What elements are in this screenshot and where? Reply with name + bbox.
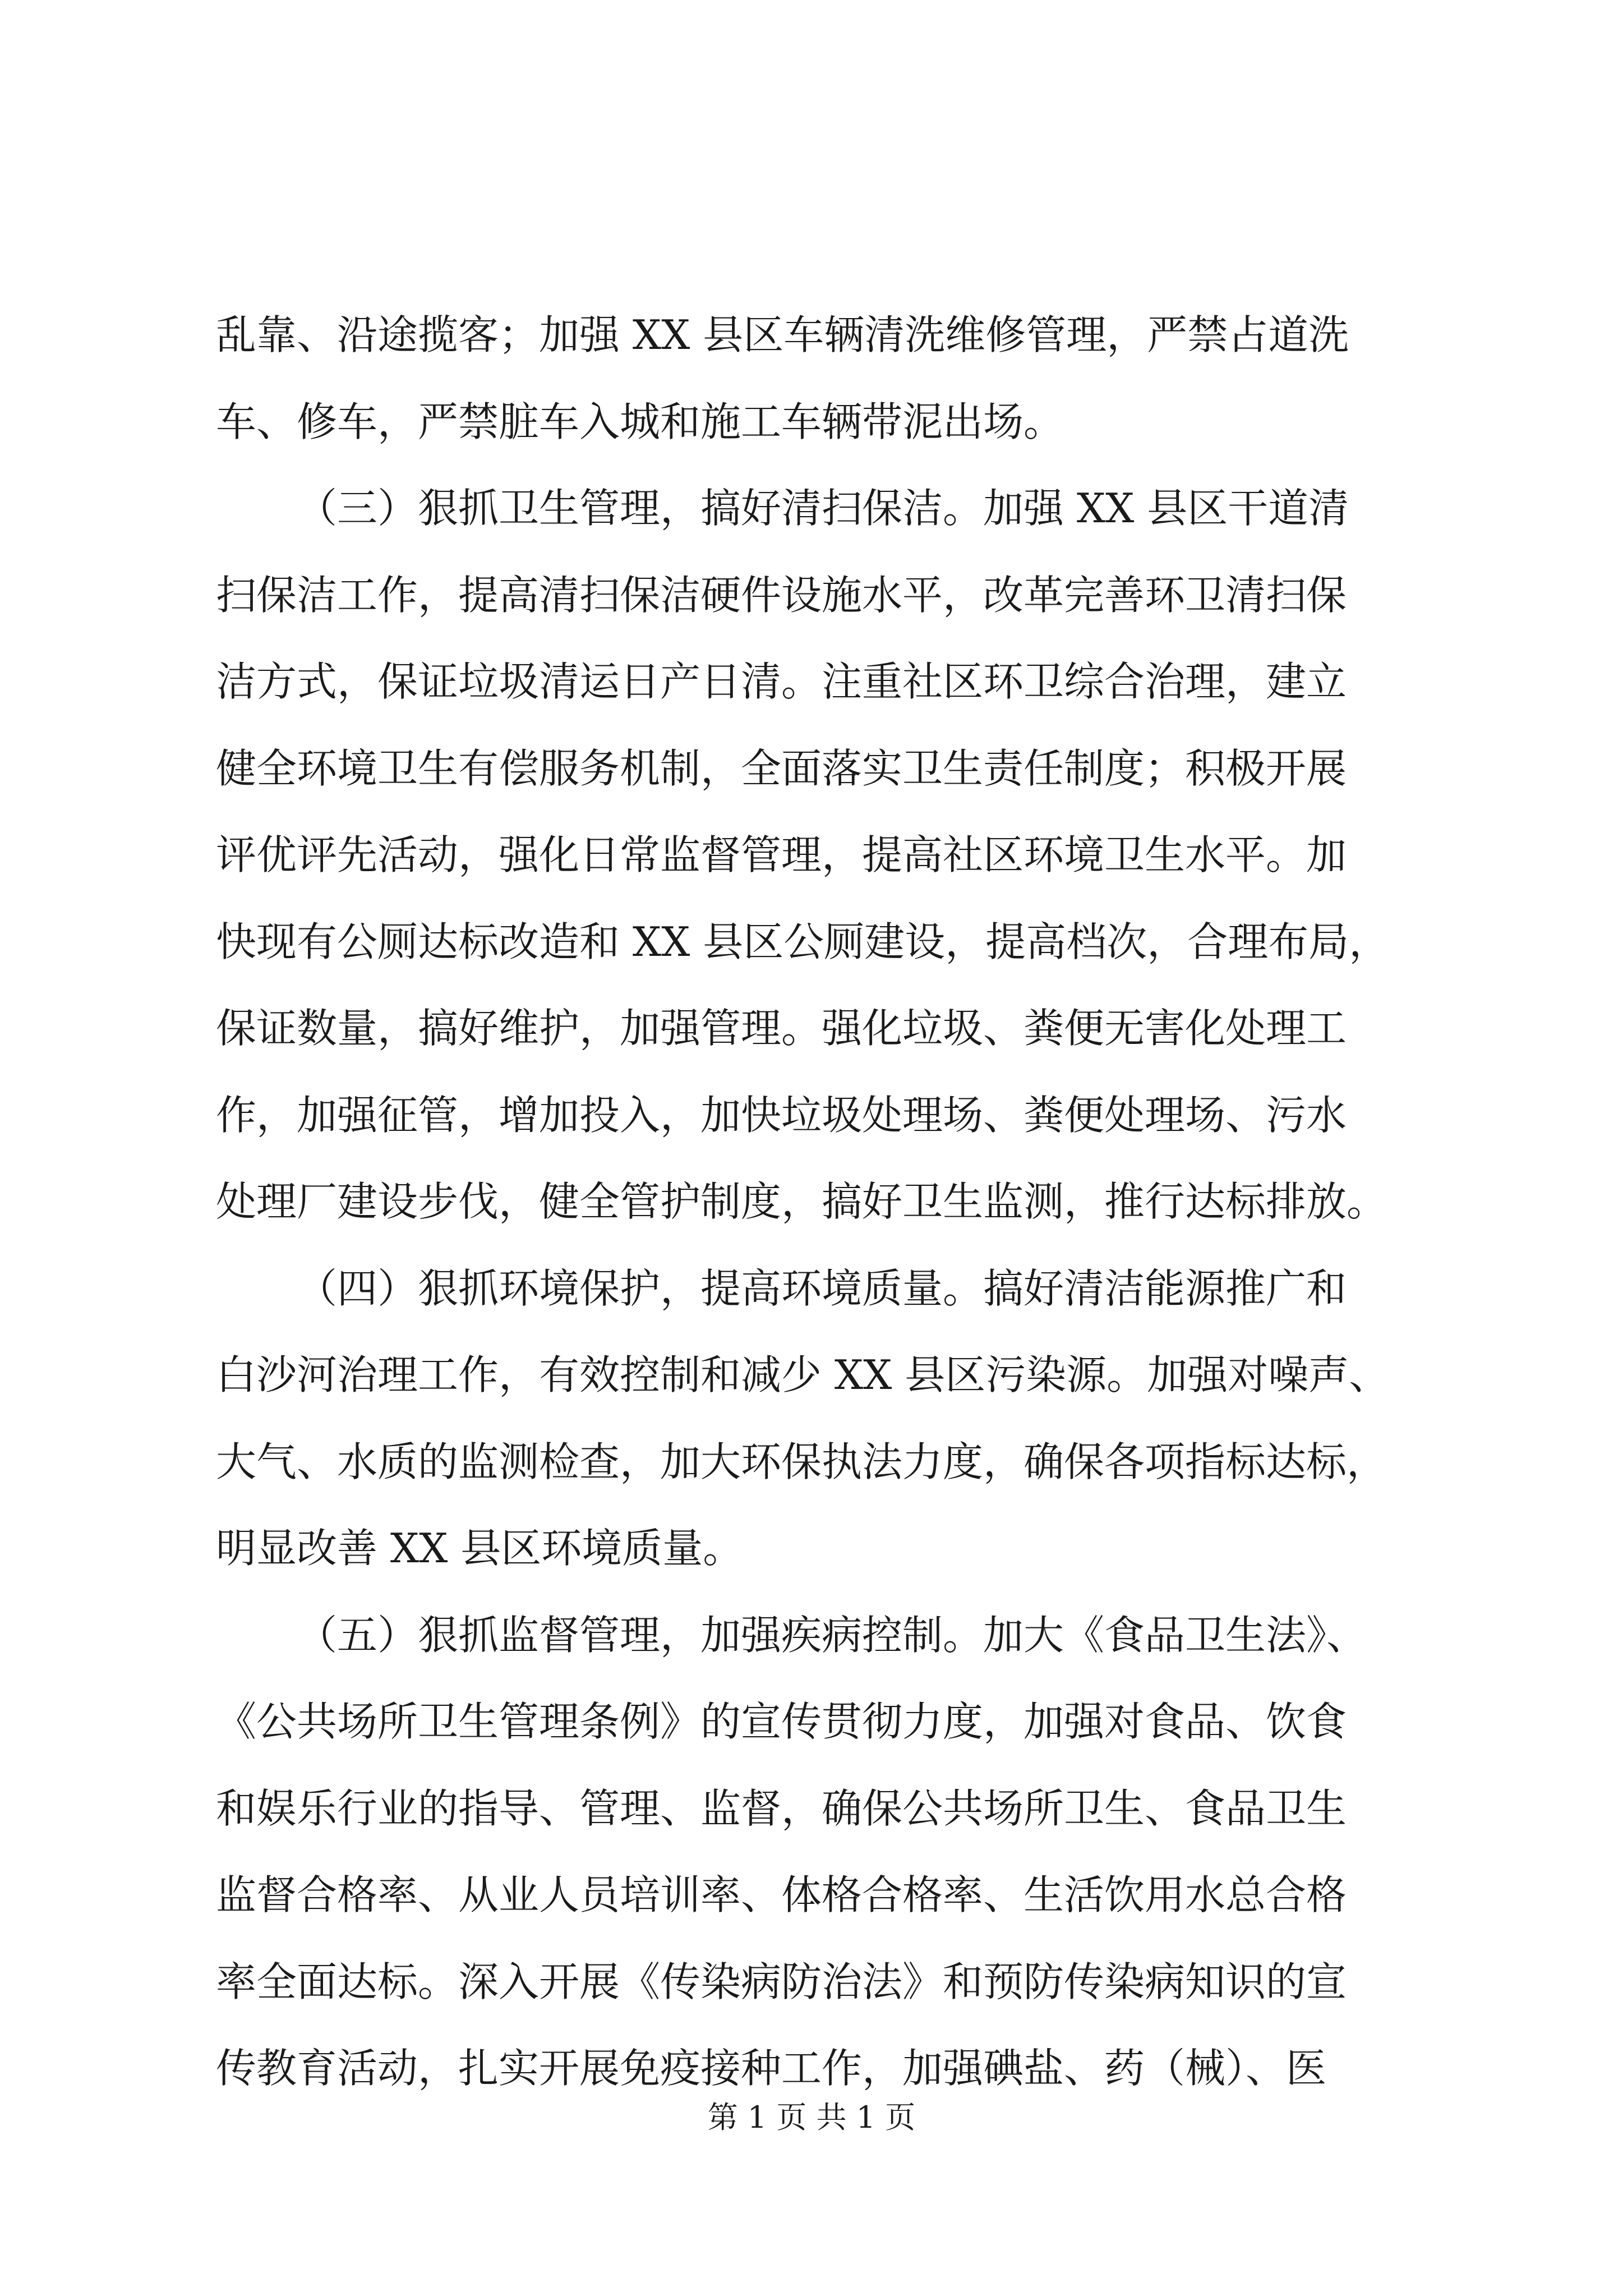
text-line: 传教育活动，扎实开展免疫接种工作，加强碘盐、药（械）、医: [216, 2045, 1327, 2092]
text-line: 和娱乐行业的指导、管理、监督，确保公共场所卫生、食品卫生: [216, 1784, 1347, 1832]
paragraph-start-line: （三）狠抓卫生管理，搞好清扫保洁。加强 XX 县区干道清: [297, 485, 1349, 532]
text-line: 快现有公厕达标改造和 XX 县区公厕建设，提高档次，合理布局，: [216, 918, 1390, 965]
page-number-label: 第 1 页 共 1 页: [707, 2100, 916, 2135]
text-line: 率全面达标。深入开展《传染病防治法》和预防传染病知识的宣: [216, 1958, 1347, 2005]
page-footer: [0, 2098, 1623, 2137]
text-line: 保证数量，搞好维护，加强管理。强化垃圾、粪便无害化处理工: [216, 1005, 1347, 1052]
text-line: 扫保洁工作，提高清扫保洁硬件设施水平，改革完善环卫清扫保: [216, 571, 1347, 619]
text-line: 处理厂建设步伐，健全管护制度，搞好卫生监测，推行达标排放。: [216, 1178, 1387, 1225]
text-line: 明显改善 XX 县区环境质量。: [216, 1525, 744, 1572]
text-line: 乱靠、沿途揽客；加强 XX 县区车辆清洗维修管理，严禁占道洗: [216, 311, 1349, 358]
text-line: 车、修车，严禁脏车入城和施工车辆带泥出场。: [216, 398, 1064, 445]
document-body: [216, 292, 1410, 2112]
text-line: 白沙河治理工作，有效控制和减少 XX 县区污染源。加强对噪声、: [216, 1351, 1390, 1398]
text-line: 大气、水质的监测检查，加大环保执法力度，确保各项指标达标，: [216, 1438, 1387, 1485]
text-line: 健全环境卫生有偿服务机制，全面落实卫生责任制度；积极开展: [216, 744, 1347, 792]
text-line: 《公共场所卫生管理条例》的宣传贯彻力度，加强对食品、饮食: [216, 1698, 1347, 1745]
text-line: 评优评先活动，强化日常监督管理，提高社区环境卫生水平。加: [216, 831, 1347, 878]
paragraph-start-line: （五）狠抓监督管理，加强疾病控制。加大《食品卫生法》、: [297, 1611, 1367, 1659]
paragraph-start-line: （四）狠抓环境保护，提高环境质量。搞好清洁能源推广和: [297, 1264, 1347, 1312]
text-line: 作，加强征管，增加投入，加快垃圾处理场、粪便处理场、污水: [216, 1091, 1347, 1139]
text-line: 监督合格率、从业人员培训率、体格合格率、生活饮用水总合格: [216, 1871, 1347, 1918]
text-line: 洁方式，保证垃圾清运日产日清。注重社区环卫综合治理，建立: [216, 658, 1347, 705]
